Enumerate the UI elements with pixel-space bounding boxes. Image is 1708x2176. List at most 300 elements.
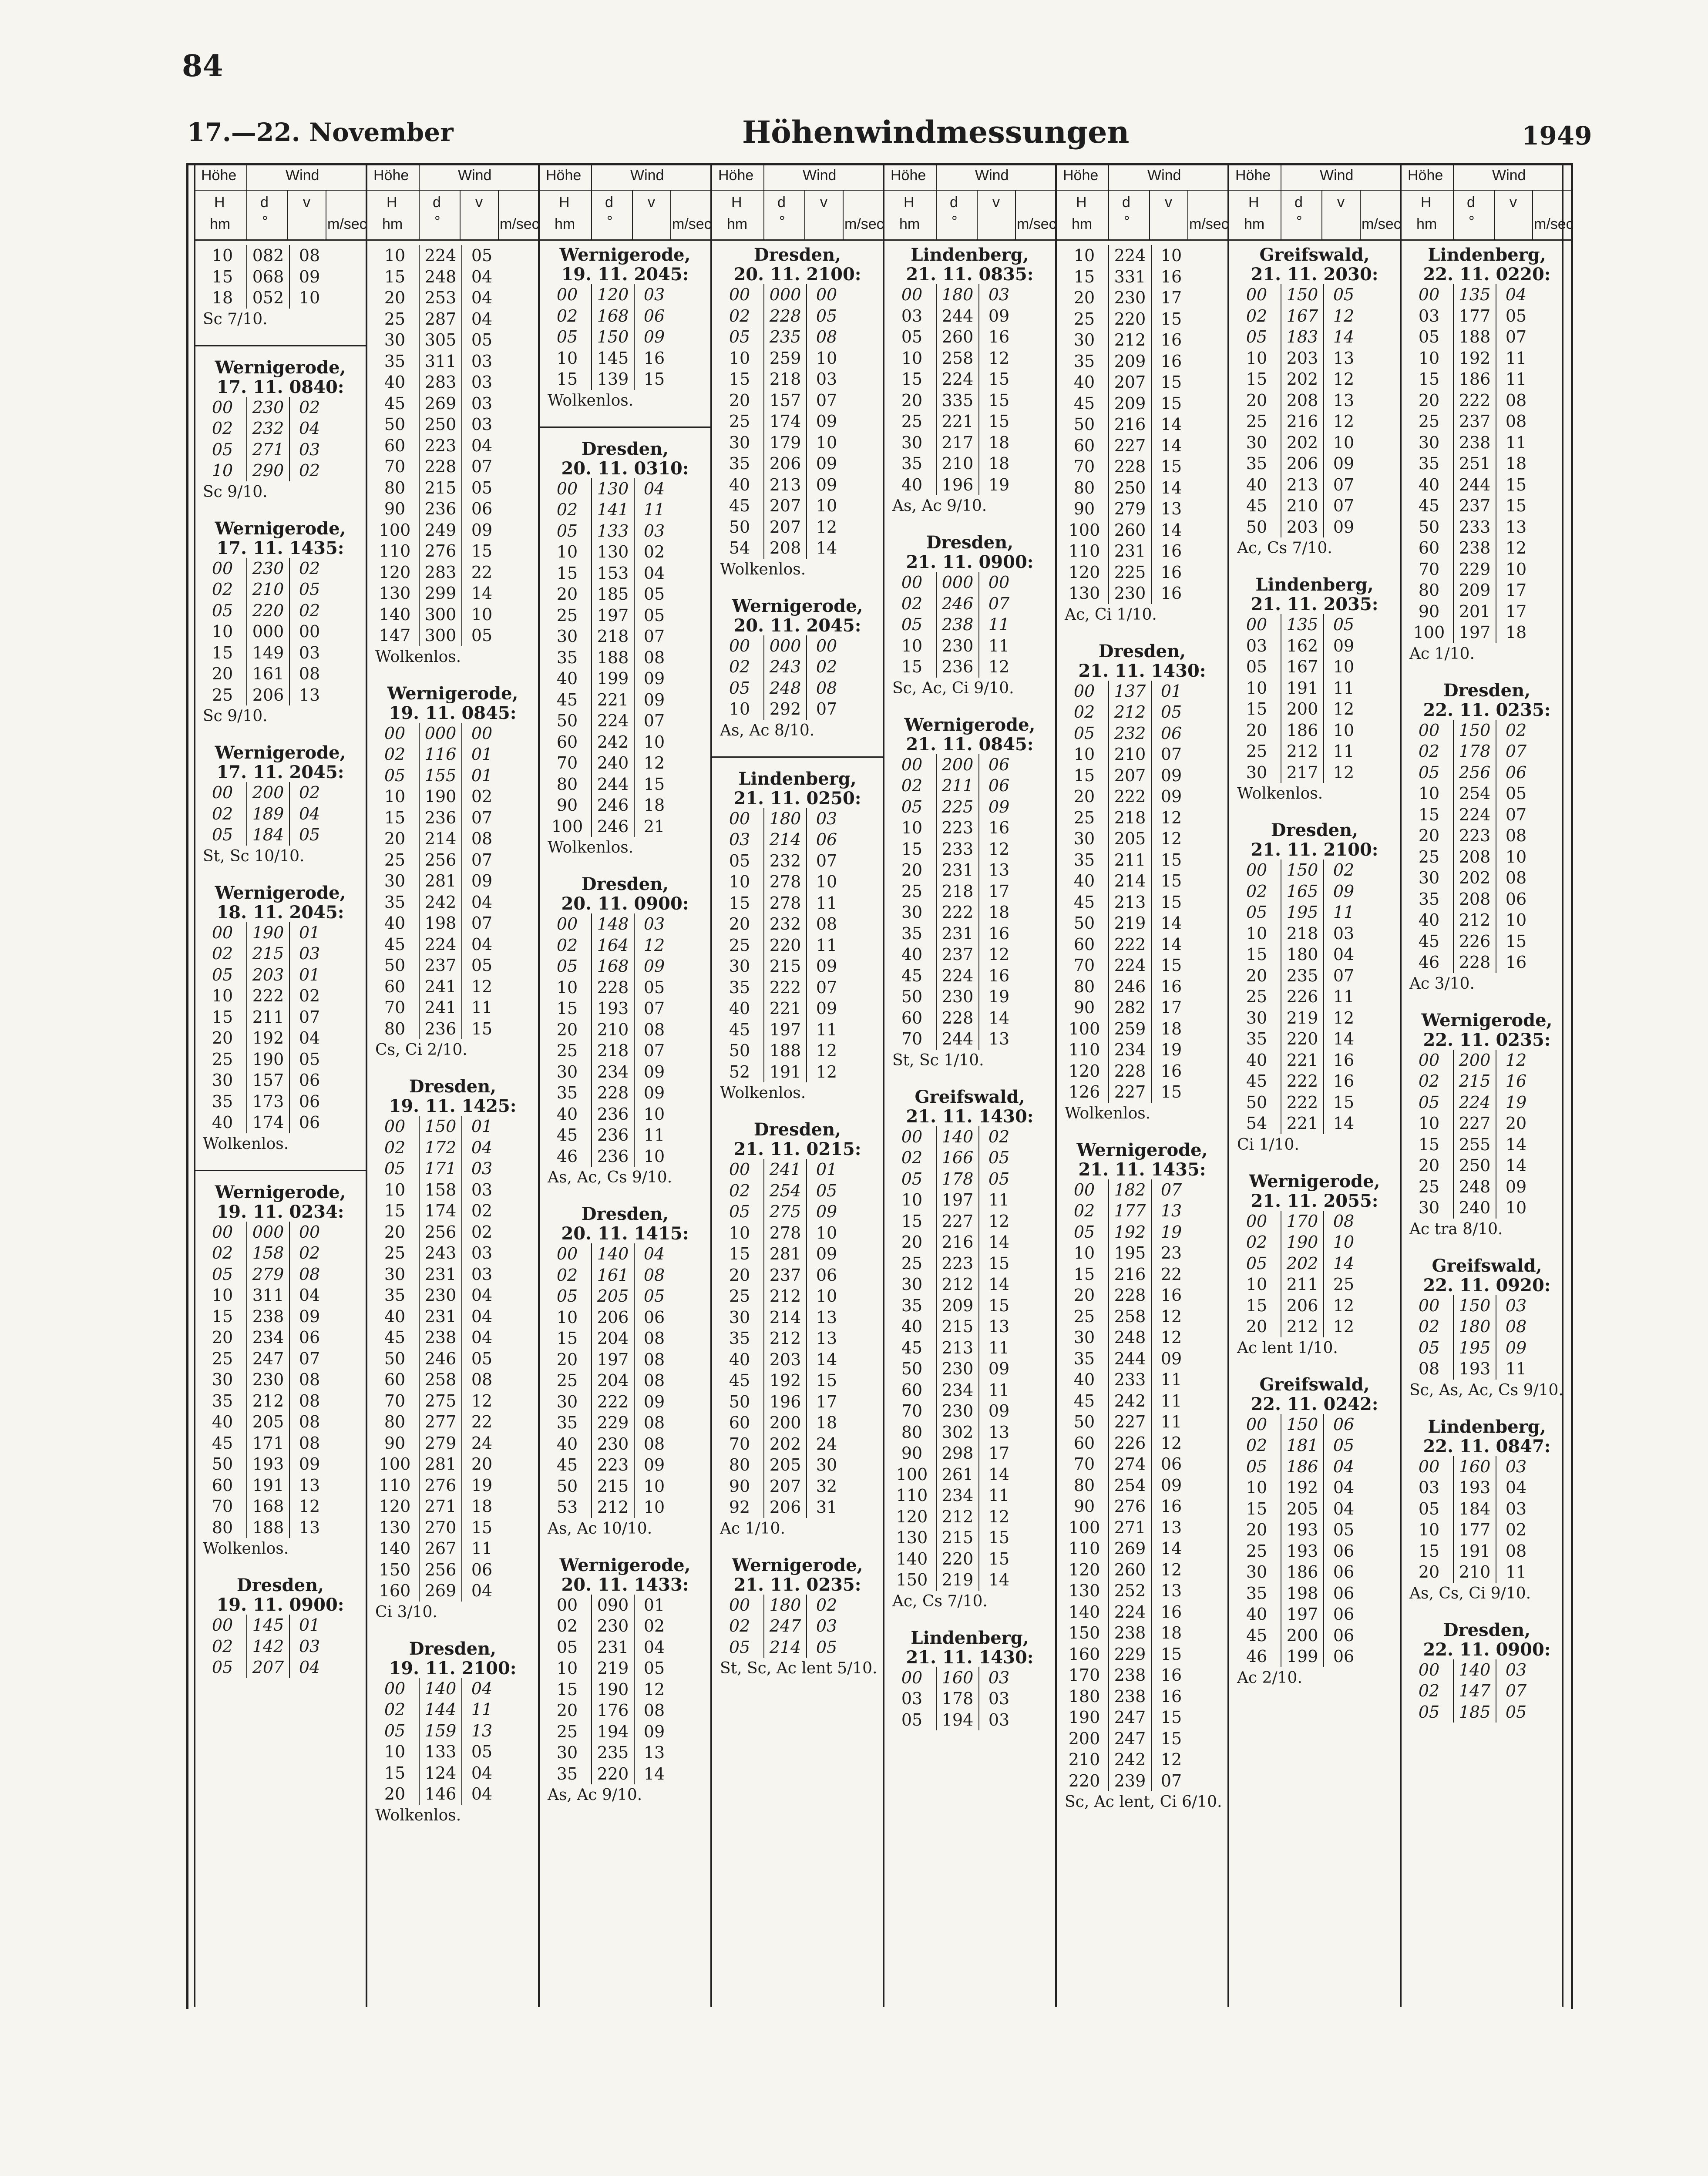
height-cell: 52 bbox=[729, 1062, 750, 1081]
direction-cell: 210 bbox=[1453, 1561, 1496, 1583]
height-cell: 30 bbox=[901, 433, 923, 452]
table-column bbox=[367, 165, 538, 2007]
table-row bbox=[1060, 245, 1224, 266]
table-row bbox=[888, 1007, 1052, 1029]
table-row bbox=[1060, 498, 1224, 520]
v-label: v bbox=[648, 194, 655, 211]
direction-cell: 222 bbox=[246, 985, 290, 1007]
speed-cell: 16 bbox=[1160, 330, 1182, 349]
height-cell: 25 bbox=[1073, 1306, 1095, 1326]
direction-cell: 201 bbox=[1453, 601, 1496, 622]
table-row bbox=[198, 1636, 362, 1657]
direction-cell: 225 bbox=[936, 796, 979, 818]
table-row bbox=[1233, 1007, 1396, 1029]
height-cell: 05 bbox=[556, 521, 578, 541]
speed-cell: 07 bbox=[643, 1041, 665, 1060]
height-cell: 00 bbox=[212, 1615, 233, 1635]
height-cell: 05 bbox=[1418, 1702, 1440, 1722]
cloud-note: Ci 1/10. bbox=[1237, 1135, 1299, 1154]
direction-cell: 000 bbox=[419, 723, 462, 744]
table-row bbox=[1060, 329, 1224, 351]
direction-cell: 199 bbox=[1281, 1646, 1324, 1667]
direction-cell: 150 bbox=[1453, 1295, 1496, 1316]
table-row bbox=[198, 460, 362, 481]
direction-cell: 261 bbox=[936, 1464, 979, 1485]
table-row bbox=[716, 432, 879, 453]
direction-cell: 196 bbox=[763, 1391, 807, 1413]
height-cell: 40 bbox=[1073, 1370, 1095, 1389]
table-row bbox=[1405, 783, 1569, 804]
hm-unit: hm bbox=[555, 216, 575, 232]
direction-cell: 208 bbox=[1453, 846, 1496, 868]
speed-cell: 16 bbox=[1160, 1686, 1182, 1706]
table-row bbox=[1060, 1454, 1224, 1475]
table-row bbox=[716, 1637, 879, 1658]
speed-cell: 03 bbox=[1333, 923, 1355, 943]
height-cell: 70 bbox=[901, 1029, 923, 1048]
height-cell: 60 bbox=[212, 1475, 233, 1495]
speed-cell: 02 bbox=[299, 397, 320, 417]
direction-cell: 244 bbox=[936, 306, 979, 327]
direction-cell: 124 bbox=[419, 1763, 462, 1784]
speed-cell: 00 bbox=[816, 285, 837, 304]
height-cell: 45 bbox=[1418, 496, 1440, 515]
direction-cell: 249 bbox=[419, 520, 462, 541]
hm-unit: hm bbox=[899, 216, 920, 232]
height-cell: 130 bbox=[1068, 1581, 1100, 1600]
height-cell: 08 bbox=[1418, 1359, 1440, 1378]
table-row bbox=[716, 1180, 879, 1202]
speed-cell: 11 bbox=[988, 1190, 1010, 1209]
direction-cell: 233 bbox=[1108, 1369, 1152, 1390]
speed-cell: 08 bbox=[816, 327, 837, 346]
direction-cell: 198 bbox=[419, 913, 462, 934]
table-row bbox=[543, 668, 707, 689]
height-cell: 35 bbox=[729, 454, 750, 473]
table-row bbox=[1405, 825, 1569, 846]
speed-cell: 05 bbox=[816, 1181, 837, 1200]
sounding-block bbox=[198, 743, 362, 867]
speed-cell: 11 bbox=[643, 500, 665, 519]
table-row bbox=[716, 1286, 879, 1307]
height-label: Höhe bbox=[891, 167, 926, 184]
speed-cell: 16 bbox=[1505, 1071, 1527, 1091]
speed-cell: 11 bbox=[1505, 433, 1527, 452]
direction-cell: 142 bbox=[246, 1636, 290, 1657]
d-label: d bbox=[260, 194, 269, 211]
speed-cell: 10 bbox=[816, 872, 837, 891]
sounding-block bbox=[371, 245, 535, 668]
direction-cell: 212 bbox=[1281, 741, 1324, 762]
station-name: Lindenberg, bbox=[911, 245, 1029, 265]
direction-cell: 144 bbox=[419, 1699, 462, 1720]
speed-cell: 17 bbox=[1160, 288, 1182, 307]
height-cell: 10 bbox=[384, 1180, 406, 1199]
column-separator bbox=[1227, 165, 1229, 2007]
table-row bbox=[716, 453, 879, 474]
direction-cell: 199 bbox=[591, 668, 635, 689]
column-separator bbox=[883, 165, 884, 2007]
speed-cell: 11 bbox=[1505, 348, 1527, 368]
speed-cell: 16 bbox=[1160, 562, 1182, 582]
table-row bbox=[1405, 1155, 1569, 1176]
direction-cell: 195 bbox=[1453, 1337, 1496, 1359]
table-row bbox=[1405, 1541, 1569, 1562]
height-cell: 00 bbox=[729, 636, 750, 655]
d-label: d bbox=[433, 194, 441, 211]
height-cell: 120 bbox=[896, 1507, 928, 1526]
speed-cell: 03 bbox=[988, 1710, 1010, 1729]
table-row bbox=[716, 1201, 879, 1222]
direction-cell: 213 bbox=[1108, 892, 1152, 913]
table-row bbox=[1233, 1295, 1396, 1316]
direction-cell: 192 bbox=[1453, 348, 1496, 369]
speed-cell: 17 bbox=[1505, 581, 1527, 600]
observation-time: 17. 11. 1435: bbox=[216, 537, 344, 558]
direction-cell: 275 bbox=[419, 1390, 462, 1412]
table-row bbox=[371, 850, 535, 871]
direction-cell: 247 bbox=[246, 1348, 290, 1370]
height-cell: 40 bbox=[556, 1104, 578, 1124]
table-row bbox=[371, 1699, 535, 1720]
table-row bbox=[1060, 351, 1224, 372]
table-row bbox=[543, 977, 707, 998]
height-cell: 10 bbox=[1246, 1478, 1268, 1497]
table-row bbox=[543, 348, 707, 369]
direction-cell: 250 bbox=[419, 414, 462, 435]
observation-time: 21. 11. 0845: bbox=[906, 734, 1034, 755]
direction-cell: 241 bbox=[763, 1159, 807, 1180]
speed-cell: 07 bbox=[471, 457, 493, 476]
speed-cell: 05 bbox=[299, 825, 320, 844]
speed-cell: 03 bbox=[471, 415, 493, 434]
direction-cell: 207 bbox=[763, 495, 807, 517]
height-cell: 00 bbox=[1246, 615, 1268, 634]
direction-cell: 209 bbox=[1108, 351, 1152, 372]
speed-cell: 19 bbox=[1505, 1092, 1527, 1112]
table-row bbox=[716, 698, 879, 720]
direction-cell: 224 bbox=[419, 934, 462, 955]
height-cell: 05 bbox=[212, 1264, 233, 1284]
direction-cell: 269 bbox=[1108, 1538, 1152, 1559]
speed-cell: 14 bbox=[1160, 436, 1182, 455]
sounding-block bbox=[888, 245, 1052, 517]
height-cell: 40 bbox=[1418, 475, 1440, 494]
speed-cell: 02 bbox=[1505, 1520, 1527, 1539]
height-cell: 10 bbox=[556, 542, 578, 561]
table-row bbox=[1060, 1622, 1224, 1644]
height-cell: 35 bbox=[384, 892, 406, 912]
height-cell: 10 bbox=[729, 872, 750, 891]
speed-cell: 14 bbox=[988, 1232, 1010, 1252]
speed-cell: 07 bbox=[643, 999, 665, 1018]
direction-cell: 181 bbox=[1281, 1435, 1324, 1456]
table-row bbox=[888, 593, 1052, 615]
direction-cell: 171 bbox=[419, 1158, 462, 1179]
table-row bbox=[1060, 997, 1224, 1018]
table-row bbox=[198, 1049, 362, 1070]
table-row bbox=[1233, 656, 1396, 678]
height-cell: 50 bbox=[1073, 1412, 1095, 1431]
table-row bbox=[1060, 1749, 1224, 1770]
direction-cell: 140 bbox=[1453, 1659, 1496, 1681]
speed-cell: 14 bbox=[1333, 1114, 1355, 1133]
table-row bbox=[1233, 944, 1396, 965]
direction-cell: 197 bbox=[936, 1189, 979, 1211]
speed-cell: 04 bbox=[471, 1679, 493, 1698]
direction-cell: 219 bbox=[1281, 1007, 1324, 1029]
height-label: Höhe bbox=[1235, 167, 1271, 184]
height-cell: 15 bbox=[556, 1679, 578, 1699]
table-row bbox=[371, 807, 535, 829]
height-cell: 15 bbox=[556, 999, 578, 1018]
height-cell: 45 bbox=[901, 1338, 923, 1357]
table-row bbox=[543, 647, 707, 668]
height-cell: 15 bbox=[901, 839, 923, 859]
direction-cell: 223 bbox=[936, 1253, 979, 1274]
table-row bbox=[716, 1019, 879, 1041]
direction-cell: 242 bbox=[1108, 1390, 1152, 1412]
height-cell: 02 bbox=[1246, 1436, 1268, 1455]
speed-cell: 14 bbox=[471, 584, 493, 603]
height-cell: 15 bbox=[1246, 945, 1268, 964]
height-cell: 50 bbox=[1073, 913, 1095, 933]
table-row bbox=[716, 284, 879, 306]
direction-cell: 258 bbox=[936, 348, 979, 369]
table-row bbox=[1405, 720, 1569, 741]
table-row bbox=[716, 635, 879, 657]
direction-cell: 204 bbox=[591, 1370, 635, 1391]
height-cell: 40 bbox=[901, 475, 923, 494]
table-row bbox=[371, 477, 535, 499]
table-row bbox=[888, 944, 1052, 965]
table-row bbox=[1060, 1348, 1224, 1370]
direction-cell: 228 bbox=[1108, 1061, 1152, 1082]
speed-cell: 14 bbox=[1505, 1156, 1527, 1175]
table-row bbox=[543, 478, 707, 500]
direction-cell: 252 bbox=[1108, 1580, 1152, 1602]
cloud-note: St, Sc 10/10. bbox=[203, 847, 305, 865]
table-row bbox=[716, 1497, 879, 1518]
height-cell: 20 bbox=[212, 664, 233, 683]
height-cell: 02 bbox=[212, 419, 233, 438]
table-row bbox=[543, 1370, 707, 1391]
height-cell: 10 bbox=[729, 1223, 750, 1242]
table-row bbox=[371, 498, 535, 520]
height-label: Höhe bbox=[1408, 167, 1443, 184]
hm-unit: hm bbox=[382, 216, 403, 232]
direction-cell: 279 bbox=[419, 1433, 462, 1454]
direction-cell: 178 bbox=[1453, 741, 1496, 762]
direction-cell: 230 bbox=[591, 1615, 635, 1637]
table-row bbox=[888, 1358, 1052, 1380]
speed-cell: 03 bbox=[299, 1636, 320, 1656]
table-row bbox=[888, 1295, 1052, 1316]
table-row bbox=[1405, 326, 1569, 348]
direction-cell: 236 bbox=[419, 1018, 462, 1040]
direction-cell: 222 bbox=[1281, 1071, 1324, 1092]
speed-cell: 12 bbox=[1333, 1317, 1355, 1336]
height-cell: 02 bbox=[1246, 1232, 1268, 1252]
direction-cell: 200 bbox=[1453, 1050, 1496, 1071]
table-row bbox=[1060, 414, 1224, 435]
direction-cell: 180 bbox=[1281, 944, 1324, 965]
table-row bbox=[371, 1264, 535, 1285]
table-row bbox=[888, 860, 1052, 881]
direction-cell: 185 bbox=[591, 584, 635, 605]
height-cell: 45 bbox=[384, 934, 406, 954]
station-name: Dresden, bbox=[581, 874, 669, 894]
station-name: Wernigerode, bbox=[1249, 1171, 1380, 1192]
direction-cell: 000 bbox=[936, 572, 979, 593]
msec-unit: m/sec bbox=[327, 216, 367, 232]
direction-cell: 212 bbox=[1453, 910, 1496, 931]
wind-label: Wind bbox=[975, 167, 1009, 184]
height-cell: 15 bbox=[384, 808, 406, 827]
height-cell: 35 bbox=[1418, 454, 1440, 473]
station-name: Wernigerode, bbox=[215, 1182, 346, 1202]
sounding-block bbox=[1233, 575, 1396, 805]
table-row bbox=[198, 418, 362, 439]
column-header bbox=[1402, 165, 1572, 241]
speed-cell: 03 bbox=[988, 1689, 1010, 1708]
table-row bbox=[543, 1307, 707, 1328]
height-cell: 140 bbox=[379, 1539, 411, 1558]
table-row bbox=[716, 326, 879, 348]
direction-cell: 208 bbox=[1281, 390, 1324, 411]
height-cell: 30 bbox=[1246, 762, 1268, 782]
direction-cell: 161 bbox=[591, 1265, 635, 1286]
direction-cell: 209 bbox=[1108, 393, 1152, 414]
direction-cell: 311 bbox=[419, 351, 462, 372]
speed-cell: 18 bbox=[1160, 1623, 1182, 1642]
direction-cell: 116 bbox=[419, 744, 462, 765]
speed-cell: 18 bbox=[816, 1413, 837, 1432]
sounding-block bbox=[1405, 1011, 1569, 1240]
height-cell: 45 bbox=[1246, 1625, 1268, 1645]
speed-cell: 07 bbox=[299, 1007, 320, 1027]
direction-cell: 221 bbox=[936, 411, 979, 432]
msec-unit: m/sec bbox=[672, 216, 712, 232]
table-row bbox=[198, 1112, 362, 1133]
height-cell: 60 bbox=[384, 436, 406, 455]
table-row bbox=[1405, 1519, 1569, 1541]
observation-time: 21. 11. 0900: bbox=[906, 552, 1034, 572]
speed-cell: 04 bbox=[1505, 1478, 1527, 1497]
speed-cell: 13 bbox=[1160, 499, 1182, 518]
speed-cell: 31 bbox=[816, 1498, 837, 1517]
table-row bbox=[716, 1391, 879, 1413]
speed-cell: 04 bbox=[643, 1244, 665, 1263]
direction-cell: 186 bbox=[1281, 1456, 1324, 1478]
wind-label: Wind bbox=[1147, 167, 1181, 184]
direction-cell: 183 bbox=[1281, 326, 1324, 348]
height-cell: 10 bbox=[1246, 678, 1268, 698]
table-row bbox=[716, 1595, 879, 1616]
station-name: Greifswald, bbox=[915, 1086, 1025, 1107]
height-cell: 80 bbox=[729, 1455, 750, 1474]
direction-cell: 238 bbox=[419, 1327, 462, 1348]
direction-cell: 244 bbox=[591, 774, 635, 795]
height-label: Höhe bbox=[718, 167, 754, 184]
table-row bbox=[888, 1548, 1052, 1570]
direction-cell: 269 bbox=[419, 393, 462, 414]
height-cell: 00 bbox=[1246, 1211, 1268, 1231]
height-cell: 30 bbox=[1246, 1008, 1268, 1028]
direction-cell: 230 bbox=[1108, 583, 1152, 604]
table-row bbox=[1060, 828, 1224, 850]
direction-cell: 160 bbox=[936, 1667, 979, 1689]
table-row bbox=[543, 284, 707, 306]
height-cell: 15 bbox=[1418, 805, 1440, 824]
table-row bbox=[371, 541, 535, 562]
table-row bbox=[888, 1464, 1052, 1485]
direction-cell: 300 bbox=[419, 604, 462, 625]
speed-cell: 09 bbox=[643, 327, 665, 346]
cloud-note: Wolkenlos. bbox=[375, 648, 461, 666]
table-row bbox=[1233, 1583, 1396, 1604]
table-column bbox=[540, 165, 710, 2007]
table-row bbox=[1233, 1519, 1396, 1541]
height-cell: 10 bbox=[384, 246, 406, 265]
observation-time: 22. 11. 0235: bbox=[1423, 1029, 1551, 1050]
cloud-note: Sc, As, Ac, Cs 9/10. bbox=[1409, 1381, 1563, 1399]
direction-cell: 207 bbox=[763, 1476, 807, 1497]
speed-cell: 11 bbox=[816, 935, 837, 955]
degree-unit: ° bbox=[779, 213, 785, 230]
height-cell: 35 bbox=[1246, 454, 1268, 473]
observation-time: 21. 11. 2030: bbox=[1251, 264, 1379, 285]
direction-cell: 215 bbox=[936, 1316, 979, 1337]
direction-cell: 200 bbox=[936, 754, 979, 776]
table-row bbox=[1233, 1071, 1396, 1092]
height-cell: 40 bbox=[729, 999, 750, 1018]
direction-cell: 254 bbox=[1108, 1475, 1152, 1496]
direction-cell: 235 bbox=[591, 1742, 635, 1763]
speed-cell: 05 bbox=[643, 605, 665, 625]
direction-cell: 167 bbox=[1281, 306, 1324, 327]
speed-cell: 04 bbox=[471, 1763, 493, 1783]
table-row bbox=[1060, 1222, 1224, 1243]
direction-cell: 135 bbox=[1281, 614, 1324, 635]
height-cell: 45 bbox=[1246, 496, 1268, 515]
table-row bbox=[1233, 678, 1396, 699]
speed-cell: 05 bbox=[643, 1286, 665, 1306]
height-cell: 100 bbox=[1413, 623, 1445, 642]
direction-cell: 196 bbox=[936, 474, 979, 496]
speed-cell: 06 bbox=[1333, 1625, 1355, 1645]
speed-cell: 08 bbox=[471, 829, 493, 848]
height-cell: 50 bbox=[1246, 517, 1268, 537]
speed-cell: 06 bbox=[299, 1328, 320, 1347]
speed-cell: 13 bbox=[988, 1029, 1010, 1048]
direction-cell: 120 bbox=[591, 284, 635, 306]
direction-cell: 236 bbox=[591, 1125, 635, 1146]
table-row bbox=[1060, 1644, 1224, 1665]
speed-cell: 02 bbox=[471, 1222, 493, 1242]
height-cell: 35 bbox=[901, 454, 923, 473]
speed-cell: 11 bbox=[988, 1338, 1010, 1357]
speed-cell: 02 bbox=[643, 1616, 665, 1635]
direction-cell: 139 bbox=[591, 369, 635, 390]
speed-cell: 09 bbox=[1333, 517, 1355, 537]
height-cell: 05 bbox=[1418, 1092, 1440, 1112]
direction-cell: 227 bbox=[1453, 1113, 1496, 1134]
height-cell: 25 bbox=[556, 1371, 578, 1390]
cloud-note: Sc 9/10. bbox=[203, 707, 268, 725]
height-cell: 200 bbox=[1068, 1729, 1100, 1748]
direction-cell: 193 bbox=[246, 1454, 290, 1475]
